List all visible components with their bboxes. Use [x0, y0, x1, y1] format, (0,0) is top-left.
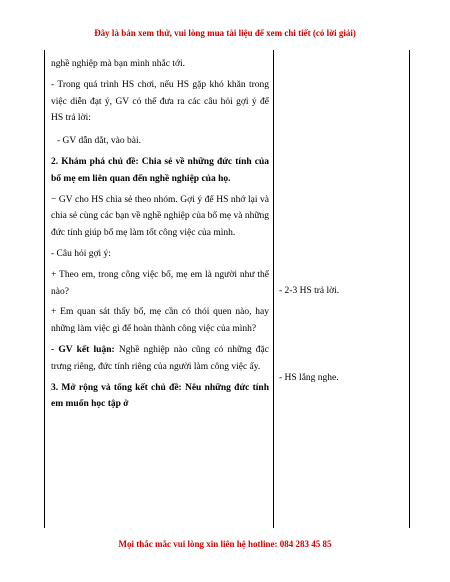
- paragraph-2: - Trong quá trình HS chơi, nếu HS gặp khó khăn trong việc diễn đạt ý, GV có thể đưa ra các câu hỏi gợi ý để HS trả lời:: [51, 79, 269, 124]
- paragraph-3: - GV dẫn dắt, vào bài.: [57, 136, 141, 147]
- paragraph-6: - Câu hỏi gợi ý:: [51, 248, 111, 259]
- question-2: + Em quan sát thấy bố, mẹ cần có thói quen nào, hay những làm việc gì để hoàn thành công việc của mình?: [51, 307, 269, 335]
- student-answer-1: - 2-3 HS trả lời.: [279, 286, 340, 296]
- conclusion-label: - GV kết luận:: [51, 344, 115, 355]
- conclusion-text: Nghề nghiệp nào cũng có những đặc trưng riêng, đức tính riêng của người làm công việc ấy.: [51, 344, 269, 372]
- paragraph-5: − GV cho HS chia sẻ theo nhóm. Gợi ý để HS nhớ lại và chia sẻ cùng các bạn về nghề nghiệp của bố mẹ và những đức tính giúp bố mẹ làm tốt công việc của mình.: [51, 194, 269, 239]
- student-answer-2: - HS lắng nghe.: [279, 373, 339, 383]
- preview-banner: Đây là bản xem thử, vui lòng mua tài liệu để xem chi tiết (có lời giải): [94, 28, 356, 38]
- teacher-activities-column: [51, 56, 269, 417]
- paragraph-1: nghề nghiệp mà bạn mình nhắc tới.: [51, 59, 186, 69]
- conclusion: [51, 342, 269, 376]
- question-1: + Theo em, trong công việc bố, mẹ em là người như thế nào?: [51, 269, 269, 297]
- hotline-banner: Mọi thắc mắc vui lòng xin liên hệ hotline: 084 283 45 85: [118, 539, 332, 549]
- section-2-heading: 2. Khám phá chủ đề: Chia sẻ về những đức tính của bố mẹ em liên quan đến nghề nghiệp của họ.: [51, 156, 269, 184]
- lesson-table: [44, 50, 410, 528]
- column-divider: [273, 50, 274, 528]
- section-3-heading: 3. Mở rộng và tổng kết chủ đề: Nêu những đức tính em muốn học tập ở: [51, 382, 269, 410]
